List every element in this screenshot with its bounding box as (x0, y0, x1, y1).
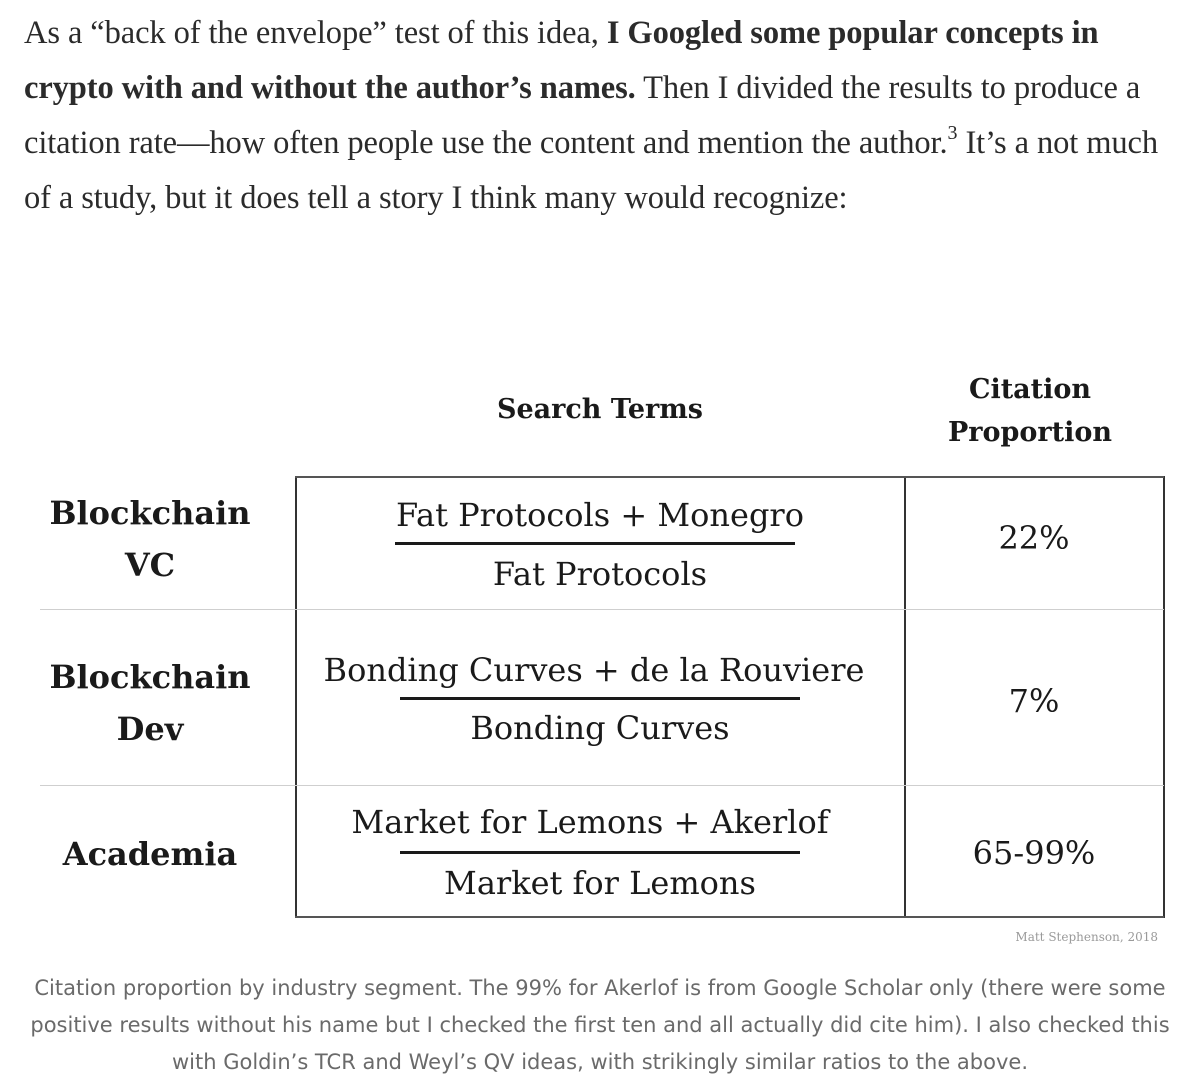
citation-proportion: 65-99% (972, 834, 1096, 872)
table-top-border (295, 476, 1164, 478)
segment-label (30, 487, 270, 591)
intro-bold: I Googled some popular concepts in crypto with and without the author’s names. (24, 15, 1099, 106)
denominator-term: Bonding Curves (470, 709, 730, 747)
segment-label (30, 828, 270, 880)
footnote-marker[interactable]: 3 (947, 122, 958, 145)
header-search-terms: Search Terms (496, 394, 704, 425)
figure-credit: Matt Stephenson, 2018 (1015, 930, 1158, 944)
row-divider (40, 785, 1164, 786)
segment-line-2: VC (124, 546, 176, 584)
citation-proportion: 7% (1008, 682, 1060, 720)
row-divider (40, 609, 1164, 610)
intro-tail: It’s a not much of a study, but it does tell a story I think many would recognize: (24, 125, 1159, 216)
segment-line-1: Blockchain (49, 658, 251, 696)
numerator-term: Market for Lemons + Akerlof (351, 803, 829, 841)
numerator-term: Bonding Curves + de la Rouviere (323, 651, 865, 689)
header-proportion: Proportion (947, 417, 1113, 448)
fraction-bar (400, 851, 800, 854)
segment-line-2: Dev (116, 710, 184, 748)
table-left-border (295, 476, 297, 918)
figure-caption: Citation proportion by industry segment. The 99% for Akerlof is from Google Scholar only (there were some positive results without his name but I checked the first ten and all actually did cite him). I also checked this with Goldin’s TCR and Weyl’s QV ideas, with strikingly similar ratios to the above. (30, 976, 1170, 1074)
citation-proportion: 22% (998, 519, 1070, 557)
denominator-term: Market for Lemons (444, 864, 756, 902)
intro-lead: As a “back of the envelope” test of this idea, (24, 15, 599, 51)
segment-line-1: Blockchain (49, 494, 251, 532)
fraction-bar (400, 697, 800, 700)
segment-label (30, 651, 270, 755)
header-citation: Citation (968, 374, 1092, 405)
fraction-bar (395, 542, 795, 545)
intro-middle: Then I divided the results to produce a citation rate—how often people use the content and mention the author. (24, 70, 1141, 161)
numerator-term: Fat Protocols + Monegro (396, 496, 804, 534)
table-bottom-border (295, 916, 1164, 918)
segment-line-1: Academia (62, 835, 238, 873)
denominator-term: Fat Protocols (492, 555, 708, 593)
